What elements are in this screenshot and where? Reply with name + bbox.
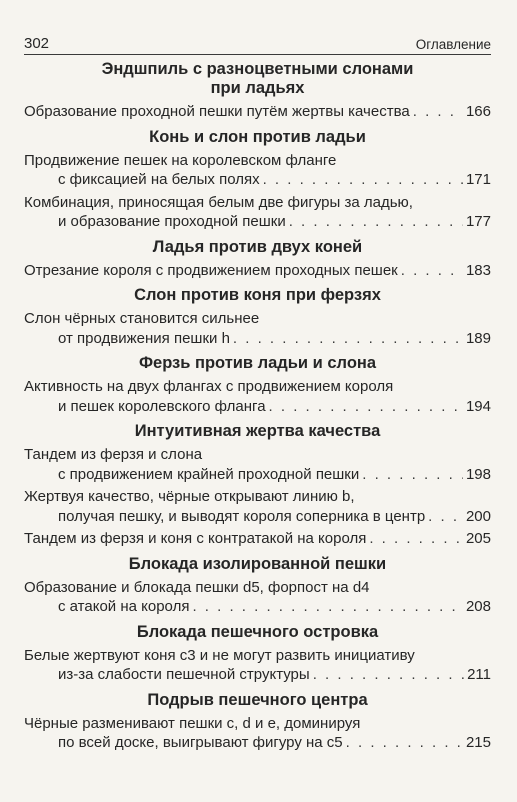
toc-entry-text: Тандем из ферзя и слона xyxy=(24,446,203,463)
section-title: Оглавление xyxy=(415,37,491,52)
toc-page-number: 215 xyxy=(465,734,491,751)
toc-page-number: 211 xyxy=(467,666,491,683)
toc-entry[interactable] xyxy=(24,151,491,190)
toc-entry-last-line xyxy=(24,507,491,527)
toc-entry-text: из-за слабости пешечной структуры xyxy=(58,666,310,683)
dot-leader xyxy=(369,529,463,549)
page-number: 302 xyxy=(24,35,50,52)
toc-page-number: 177 xyxy=(465,213,491,230)
toc-entry[interactable] xyxy=(24,309,491,348)
running-header xyxy=(24,30,491,55)
toc-page-number: 171 xyxy=(465,171,491,188)
toc-entry[interactable] xyxy=(24,714,491,753)
toc-entry-text: с атакой на короля xyxy=(58,598,190,615)
toc-section-heading xyxy=(24,691,491,710)
toc-page-number: 166 xyxy=(465,103,491,120)
toc-page-number: 198 xyxy=(465,465,491,483)
toc-entry-text: Активность на двух флангах с продвижением короля xyxy=(24,378,394,395)
toc-entry-last-line xyxy=(24,597,491,617)
dot-leader xyxy=(346,733,463,753)
toc-entry-last-line xyxy=(24,102,491,122)
toc-entry-last-line xyxy=(24,170,491,190)
toc-entry-text: Образование проходной пешки путём жертвы качества xyxy=(24,103,410,120)
toc-entry[interactable] xyxy=(24,261,491,281)
toc-entry-last-line xyxy=(24,529,491,549)
dot-leader xyxy=(269,397,463,417)
heading-line: Конь и слон против ладьи xyxy=(149,127,366,146)
toc-entry-last-line xyxy=(24,733,491,753)
dot-leader xyxy=(362,465,463,485)
toc-entry-text: получая пешку, и выводят короля соперника в центр xyxy=(58,507,426,525)
heading-line: Блокада изолированной пешки xyxy=(128,554,387,573)
toc-entry[interactable] xyxy=(24,487,491,526)
toc-entry-last-line xyxy=(24,329,491,349)
heading-line: Подрыв пешечного центра xyxy=(147,690,368,709)
heading-line: Ладья против двух коней xyxy=(152,237,363,256)
heading-line: Блокада пешечного островка xyxy=(136,622,379,641)
toc-page-number: 200 xyxy=(465,507,491,525)
toc-entry[interactable] xyxy=(24,377,491,416)
toc-entry[interactable] xyxy=(24,578,491,617)
toc-entry-last-line xyxy=(24,665,491,685)
heading-line: Эндшпиль с разноцветными слонами xyxy=(101,60,414,78)
toc-entry-text: Чёрные разменивают пешки c, d и e, доминируя xyxy=(24,714,361,732)
toc-entry-text: Жертвуя качество, чёрные открывают линию b, xyxy=(24,488,355,505)
toc-entry-text: по всей доске, выигрывают фигуру на c5 xyxy=(58,734,343,751)
dot-leader xyxy=(192,597,463,617)
toc-section-heading xyxy=(24,354,491,373)
toc-entry[interactable] xyxy=(24,529,491,549)
toc-section-heading xyxy=(24,623,491,642)
heading-line: при ладьях xyxy=(210,79,305,97)
toc-entry-text: с фиксацией на белых полях xyxy=(58,171,260,188)
toc-entry[interactable] xyxy=(24,445,491,484)
toc-entry-text: Белые жертвуют коня c3 и не могут развить инициативу xyxy=(24,646,415,664)
toc-section-heading xyxy=(24,60,491,98)
toc-entry[interactable] xyxy=(24,102,491,122)
toc-entry-text: Образование и блокада пешки d5, форпост на d4 xyxy=(24,578,370,596)
toc-section-heading xyxy=(24,128,491,147)
toc-entry-text: от продвижения пешки h xyxy=(58,329,230,347)
table-of-contents xyxy=(24,60,491,756)
toc-entry-text: Тандем из ферзя и коня с контратакой на короля xyxy=(24,530,367,547)
dot-leader xyxy=(263,170,463,190)
toc-entry-last-line xyxy=(24,397,491,417)
toc-entry-text: Комбинация, приносящая белым две фигуры за ладью, xyxy=(24,193,413,211)
dot-leader xyxy=(313,665,464,685)
dot-leader xyxy=(233,329,463,349)
toc-section-heading xyxy=(24,555,491,574)
toc-entry[interactable] xyxy=(24,193,491,232)
toc-entry-last-line xyxy=(24,261,491,281)
toc-section-heading xyxy=(24,238,491,257)
dot-leader xyxy=(401,261,463,281)
toc-entry-text: Отрезание короля с продвижением проходных пешек xyxy=(24,261,398,279)
toc-section-heading xyxy=(24,286,491,305)
toc-page-number: 194 xyxy=(465,397,491,415)
heading-line: Слон против коня при ферзях xyxy=(134,286,381,304)
heading-line: Ферзь против ладьи и слона xyxy=(138,354,377,372)
toc-page-number: 189 xyxy=(465,329,491,347)
toc-page-number: 208 xyxy=(465,598,491,615)
toc-page-number: 183 xyxy=(465,261,491,279)
dot-leader xyxy=(289,212,463,232)
toc-entry[interactable] xyxy=(24,646,491,685)
toc-entry-text: Слон чёрных становится сильнее xyxy=(24,310,260,327)
toc-page-number: 205 xyxy=(465,530,491,547)
dot-leader xyxy=(413,102,463,122)
toc-entry-text: Продвижение пешек на королевском фланге xyxy=(24,151,337,169)
toc-entry-last-line xyxy=(24,465,491,485)
dot-leader xyxy=(428,507,463,527)
toc-entry-text: с продвижением крайней проходной пешки xyxy=(58,465,360,483)
toc-entry-last-line xyxy=(24,212,491,232)
heading-line: Интуитивная жертва качества xyxy=(134,422,381,440)
toc-entry-text: и образование проходной пешки xyxy=(58,213,286,230)
toc-section-heading xyxy=(24,422,491,441)
toc-entry-text: и пешек королевского фланга xyxy=(58,397,266,415)
